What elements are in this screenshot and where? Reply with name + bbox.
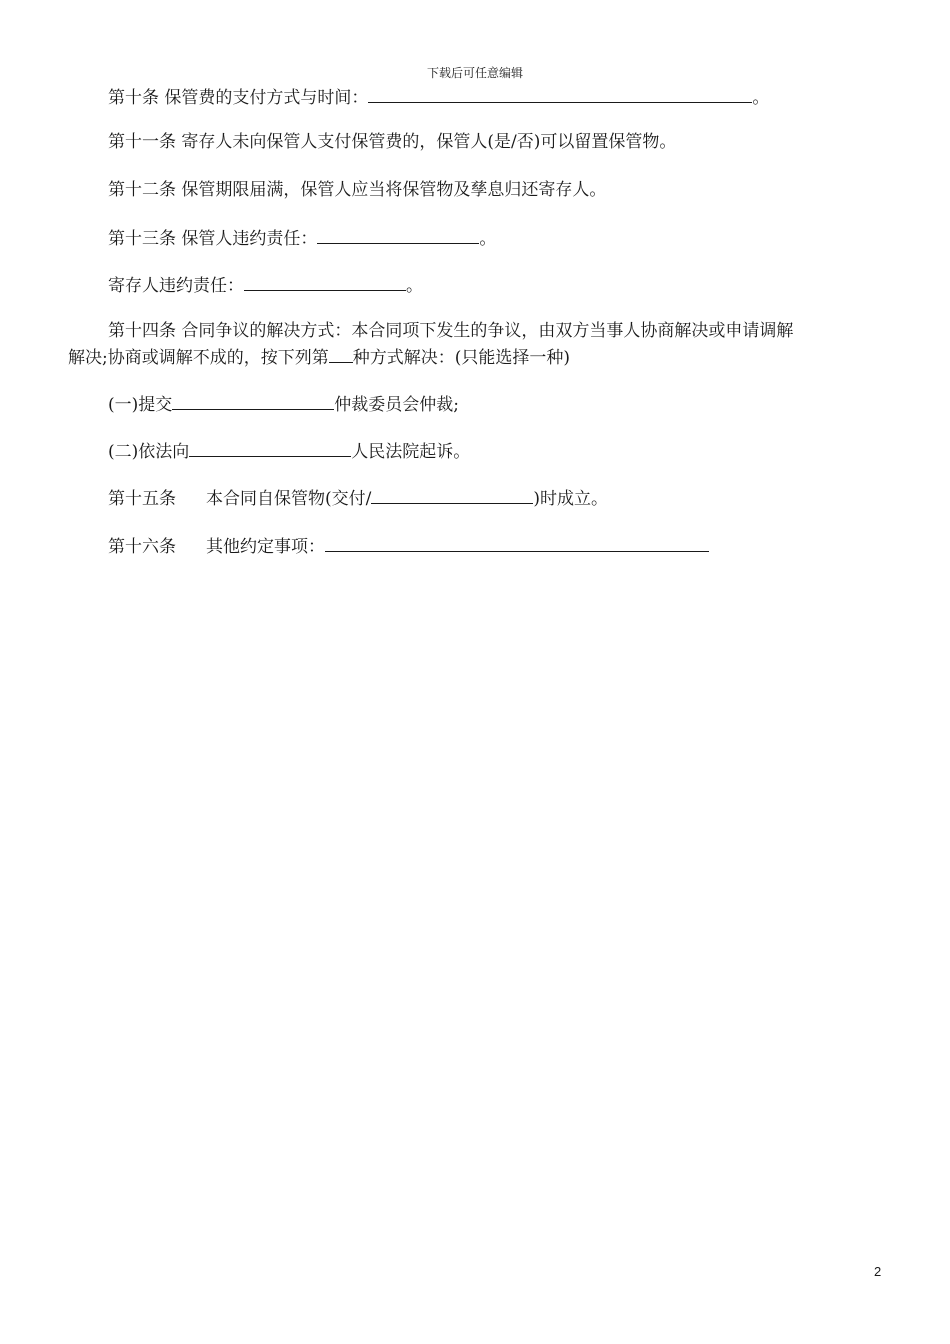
clause-12-label: 第十二条 <box>108 180 176 200</box>
clause-11-label: 第十一条 <box>108 132 176 152</box>
clause-15-prefix: 本合同自保管物(交付/ <box>206 489 372 509</box>
clause-16 <box>108 535 709 557</box>
page-header: 下载后可任意编辑 <box>426 66 523 80</box>
keeper-liability-blank[interactable] <box>317 227 479 244</box>
option-1-suffix: 仲裁委员会仲裁; <box>334 395 459 415</box>
clause-16-text: 其他约定事项： <box>206 537 325 557</box>
depositor-liability-end: 。 <box>406 276 423 296</box>
clause-14-text-2a: 解决;协商或调解不成的，按下列第 <box>68 348 329 368</box>
option-1-prefix: (一)提交 <box>108 395 173 415</box>
clause-14-line-2 <box>68 346 570 368</box>
clause-10-end: 。 <box>752 88 770 108</box>
clause-16-label: 第十六条 <box>108 537 176 557</box>
clause-14-text-2b: 种方式解决：(只能选择一种) <box>352 348 570 368</box>
clause-15-suffix: )时成立。 <box>533 489 609 509</box>
option-litigation <box>108 440 470 462</box>
option-2-suffix: 人民法院起诉。 <box>351 442 471 462</box>
court-blank[interactable] <box>189 440 351 457</box>
formation-condition-blank[interactable] <box>371 487 533 504</box>
option-arbitration <box>108 393 459 415</box>
arbitration-committee-blank[interactable] <box>172 393 334 410</box>
clause-15 <box>108 487 608 509</box>
clause-10-label: 第十条 <box>108 88 159 108</box>
depositor-liability <box>108 274 423 296</box>
clause-14-text: 合同争议的解决方式：本合同项下发生的争议，由双方当事人协商解决或申请调解 <box>181 321 794 341</box>
clause-12 <box>108 180 606 200</box>
other-matters-blank[interactable] <box>325 535 709 552</box>
clause-12-text: 保管期限届满，保管人应当将保管物及孳息归还寄存人。 <box>181 180 607 200</box>
depositor-liability-text: 寄存人违约责任： <box>108 276 244 296</box>
clause-10 <box>108 86 769 108</box>
clause-13-text: 保管人违约责任： <box>181 229 318 249</box>
clause-11 <box>108 132 676 152</box>
clause-13-end: 。 <box>479 229 497 249</box>
clause-15-label: 第十五条 <box>108 489 176 509</box>
option-2-prefix: (二)依法向 <box>108 442 190 462</box>
depositor-liability-blank[interactable] <box>244 274 406 291</box>
dispute-method-blank[interactable] <box>329 346 353 363</box>
clause-13 <box>108 227 496 249</box>
clause-11-text: 寄存人未向保管人支付保管费的，保管人(是/否)可以留置保管物。 <box>181 132 677 152</box>
clause-14-line-1 <box>108 321 793 341</box>
clause-13-label: 第十三条 <box>108 229 176 249</box>
clause-14-label: 第十四条 <box>108 321 176 341</box>
page-number: 2 <box>874 1264 882 1279</box>
clause-10-text: 保管费的支付方式与时间： <box>164 88 369 108</box>
payment-method-blank[interactable] <box>368 86 752 103</box>
